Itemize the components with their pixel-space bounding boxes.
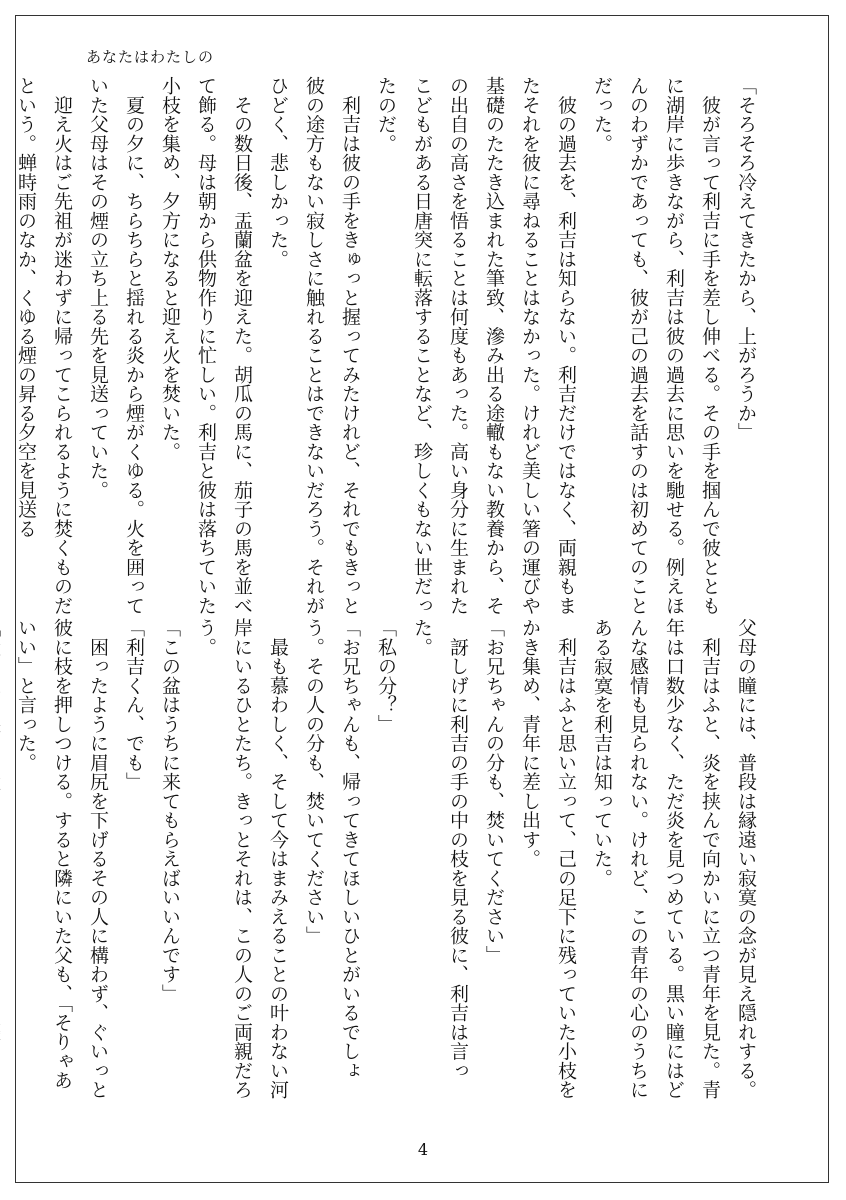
paragraph: 利吉はふと思い立って、己の足下に残っていた小枝をかき集め、青年に差し出す。	[519, 618, 577, 1100]
paragraph: 「そろそろ冷えてきたから、上がろうか」	[735, 76, 757, 442]
page-number: 4	[417, 1140, 429, 1159]
paragraph: 「お兄ちゃんの分も、焚いてください」	[483, 618, 505, 965]
paragraph: 彼の過去を、利吉は知らない。利吉だけではなく、両親もまたそれを彼に尋ねることはなかった。けれど美しい箸の運びや基礎のたたき込まれた筆致、滲み出る途轍もない教養から、その出自の高さを悟ることは何度もあった。高い身分に生まれたこどもがある日唐突に転落することなど、珍しくもない世だったのだ。	[375, 76, 577, 615]
paragraph: 利吉は彼の手をきゅっと握ってみたけれど、それでもきっと彼の途方もない寂しさに触れることはできないだろう。それがひどく、悲しかった。	[267, 76, 361, 615]
running-header: あなたはわたしの	[86, 48, 215, 66]
paragraph: 「私の分？」	[375, 618, 397, 734]
paragraph: 「この盆はうちに来てもらえばいいんです」	[159, 618, 181, 1003]
paragraph	[0, 618, 8, 1108]
paragraph: 「利吉くん、でも」	[123, 618, 145, 792]
paragraph: 彼が言って利吉に手を差し伸べる。その手を掴んで彼とともに湖岸に歩きながら、利吉は彼の過去に思いを馳せる。例えほんのわずかであっても、彼が己の過去を話すのは初めてのことだった。	[591, 76, 721, 615]
upper-text-block	[15, 76, 764, 624]
paragraph: 困ったように眉尻を下げるその人に構わず、ぐいっと彼に枝を押しつける。すると隣にいた父も、「そりゃあいい」と言った。	[15, 618, 109, 1100]
paragraph: 「お兄ちゃんも、帰ってきてほしいひとがいるでしょう。その人の分も、焚いてください」	[303, 618, 361, 1080]
paragraph: その数日後、盂蘭盆を迎えた。胡瓜の馬に、茄子の馬を並べて飾る。母は朝から供物作りに忙しい。利吉と彼は落ちていた小枝を集め、夕方になると迎え火を焚いた。	[159, 76, 253, 615]
paragraph: 最も慕わしく、そして今はまみえることの叶わない河岸にいるひとたち。きっとそれは、この人のご両親だろう。	[195, 618, 289, 1100]
lower-text-block	[15, 618, 764, 1108]
paragraph: 訝しげに利吉の手の中の枝を見る彼に、利吉は言った。	[411, 618, 469, 1080]
paragraph: 夏の夕に、ちらちらと揺れる炎から煙がくゆる。火を囲っていた父母はその煙の立ち上る先を見送っていた。	[87, 76, 145, 615]
paragraph: 父母の瞳には、普段は縁遠い寂寞の念が見え隠れする。	[735, 618, 757, 1100]
paragraph: 迎え火はご先祖が迷わずに帰ってこられるように焚くものだという。蝉時雨のなか、くゆる煙の昇る夕空を見送る	[15, 76, 73, 615]
paragraph: 利吉はふと、炎を挟んで向かいに立つ青年を見た。青年は口数少なく、ただ炎を見つめている。黒い瞳にはどんな感情も見られない。けれど、この青年の心のうちにある寂寞を利吉は知っていた。	[591, 618, 721, 1100]
